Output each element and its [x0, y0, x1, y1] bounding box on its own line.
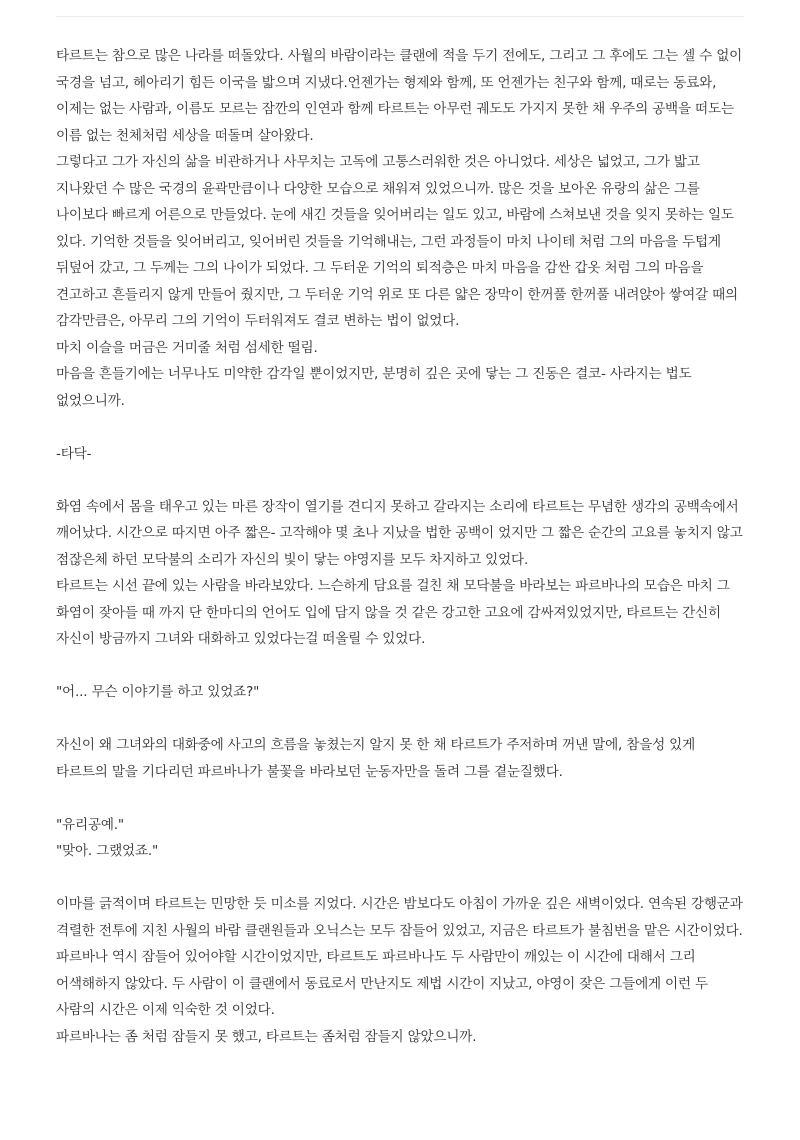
blank-line	[56, 785, 746, 812]
paragraph: 타르트는 참으로 많은 나라를 떠돌았다. 사월의 바람이라는 클랜에 적을 두기 전에도, 그리고 그 후에도 그는 셀 수 없이 국경을 넘고, 헤아리기 힘든 이국을 밟으며 지냈다.언젠가는 형제와 함께, 또 언젠가는 친구와 함께, 때로는 동료와, 이제는 없는 사람과, 이름도 모르는 잠깐의 인연과 함께 타르트는 아무런 궤도도 가지지 못한 채 우주의 공백을 떠도는 이름 없는 천체처럼 세상을 떠돌며 살아왔다.	[56, 48, 743, 144]
blank-line	[56, 865, 746, 892]
blank-line	[56, 706, 746, 733]
blank-line	[56, 653, 746, 680]
paragraph: 이마를 긁적이며 타르트는 민망한 듯 미소를 지었다. 시간은 밤보다도 아침이 가까운 깊은 새벽이었다. 연속된 강행군과 격렬한 전투에 지친 사월의 바람 클랜원들과 오닉스는 모두 잠들어 있었고, 지금은 타르트가 불침번을 맡은 시간이었다. 파르바나 역시 잠들어 있어야할 시간이었지만, 타르트도 파르바나도 두 사람만이 깨있는 이 시간에 대해서 그리 어색해하지 않았다. 두 사람이 이 클랜에서 동료로서 만난지도 제법 시간이 지났고, 야영이 잦은 그들에게 이런 두 사람의 시간은 이제 익숙한 것 이었다.	[56, 896, 743, 1018]
blank-line	[56, 467, 746, 494]
paragraph: -타닥-	[56, 445, 92, 462]
paragraph: 타르트는 시선 끝에 있는 사람을 바라보았다. 느슨하게 담요를 걸친 채 모닥불을 바라보는 파르바나의 모습은 마치 그 화염이 잦아들 때 까지 단 한마디의 언어도 입에 담지 않을 것 같은 강고한 고요에 감싸져있었지만, 타르트는 간신히 자신이 방금까지 그녀와 대화하고 있었다는걸 떠올릴 수 있었다.	[56, 578, 730, 647]
blank-line	[56, 414, 746, 441]
dialogue-line: "맞아. 그랬었죠."	[56, 843, 159, 859]
paragraph: 마음을 흔들기에는 너무나도 미약한 감각일 뿐이었지만, 분명히 깊은 곳에 닿는 그 진동은 결코- 사라지는 법도 없었으니까.	[56, 366, 692, 409]
dialogue-line: "어... 무슨 이야기를 하고 있었죠?"	[56, 684, 260, 700]
paragraph: 화염 속에서 몸을 태우고 있는 마른 장작이 열기를 견디지 못하고 갈라지는 소리에 타르트는 무념한 생각의 공백속에서 깨어났다. 시간으로 따지면 아주 짧은- 고작해야 몇 초나 지났을 법한 공백이 었지만 그 짧은 순간의 고요를 놓치지 않고 점잖은체 하던 모닥불의 소리가 자신의 빛이 닿는 야영지를 모두 차지하고 있었다.	[56, 498, 743, 568]
story-body	[56, 43, 746, 1050]
paragraph: 마치 이슬을 머금은 거미줄 처럼 섬세한 떨림.	[56, 339, 318, 356]
paragraph: 파르바나는 좀 처럼 잠들지 못 했고, 타르트는 좀처럼 잠들지 않았으니까.	[56, 1028, 477, 1045]
top-divider	[56, 16, 744, 17]
paragraph: 그렇다고 그가 자신의 삶을 비관하거나 사무치는 고독에 고통스러워한 것은 아니었다. 세상은 넓었고, 그가 밟고 지나왔던 수 많은 국경의 윤곽만큼이나 다양한 모습으로 채워져 있었으니까. 많은 것을 보아온 유랑의 삶은 그를 나이보다 빠르게 어른으로 만들었다. 눈에 새긴 것들을 잊어버리는 일도 있고, 바람에 스쳐보낸 것을 잊지 못하는 일도 있다. 기억한 것들을 잊어버리고, 잊어버린 것들을 기억해내는, 그런 과정들이 마치 나이테 처럼 그의 마음을 두텁게 뒤덮어 갔고, 그 두께는 그의 나이가 되었다. 그 두터운 기억의 퇴적층은 마치 마음을 감싼 갑옷 처럼 그의 마음을 견고하고 흔들리지 않게 만들어 줬지만, 그 두터운 기억 위로 또 다른 얇은 장막이 한꺼풀 한꺼풀 내려앉아 쌓여갈 때의 감각만큼은, 아무리 그의 기억이 두터워져도 결코 변하는 법이 없었다.	[56, 154, 738, 329]
dialogue-line: "유리공예."	[56, 816, 124, 833]
paragraph: 자신이 왜 그녀와의 대화중에 사고의 흐름을 놓쳤는지 알지 못 한 채 타르트가 주저하며 꺼낸 말에, 참을성 있게 타르트의 말을 기다리던 파르바나가 불꽃을 바라보던 눈동자만을 돌려 그를 곁눈질했다.	[56, 737, 696, 780]
